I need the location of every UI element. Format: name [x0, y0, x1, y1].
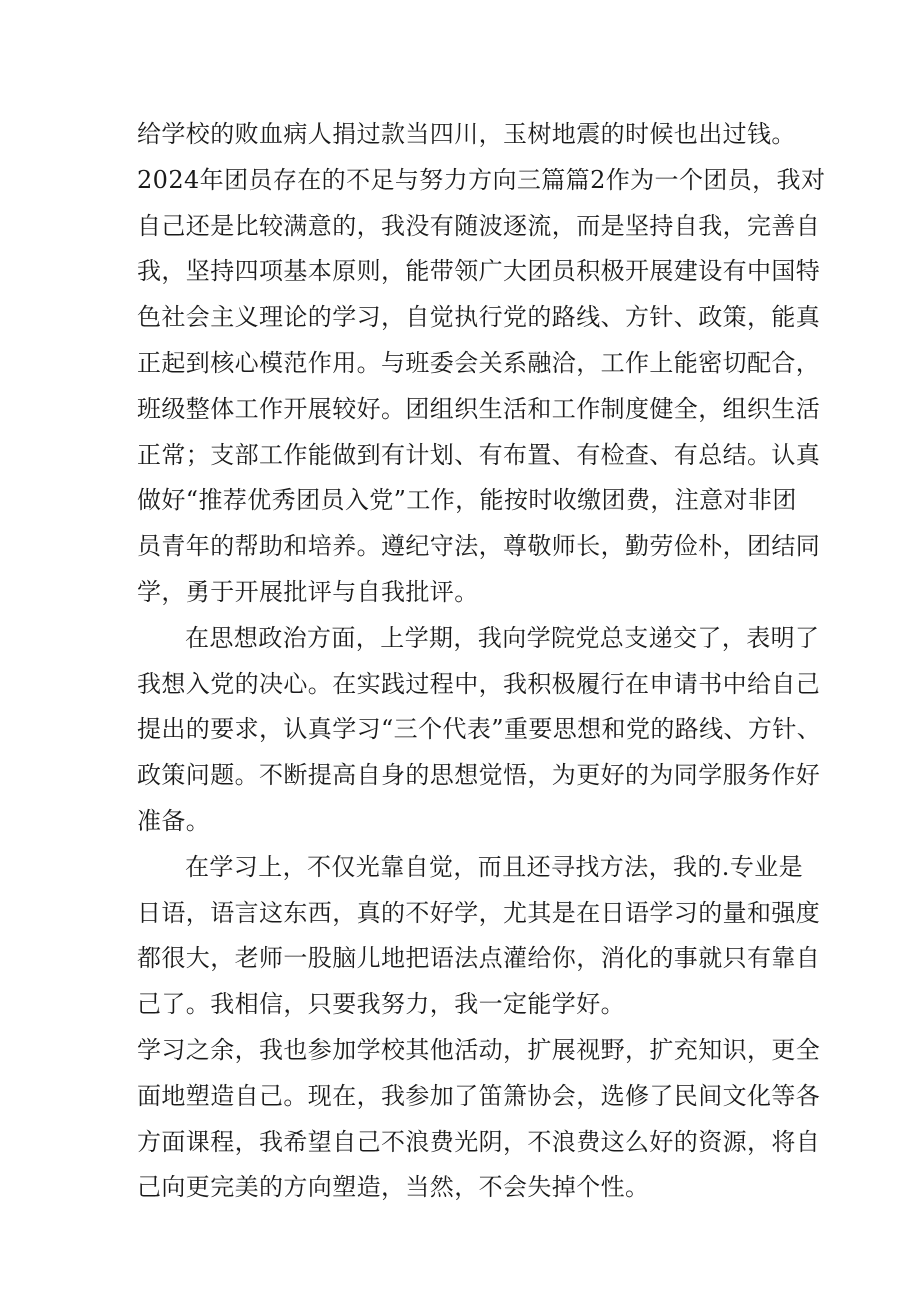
text-line: 我想入党的决心。在实践过程中，我积极履行在申请书中给自己 — [137, 669, 821, 698]
text-line: 正常；支部工作能做到有计划、有布置、有检查、有总结。认真 — [137, 440, 821, 469]
text-line: 政策问题。不断提高自身的思想觉悟，为更好的为同学服务作好 — [137, 761, 821, 790]
text-line: 班级整体工作开展较好。团组织生活和工作制度健全，组织生活 — [137, 394, 821, 423]
text-line: 学习之余，我也参加学校其他活动，扩展视野，扩充知识，更全 — [137, 1035, 821, 1064]
paragraph-first-line: 在思想政治方面，上学期，我向学院党总支递交了，表明了 — [185, 623, 820, 652]
text-line: 正起到核心模范作用。与班委会关系融洽，工作上能密切配合， — [137, 348, 821, 377]
text-line: 提出的要求，认真学习“三个代表”重要思想和党的路线、方针、 — [137, 715, 822, 744]
text-line: 做好“推荐优秀团员入党”工作，能按时收缴团费，注意对非团 — [137, 486, 797, 515]
text-line: 己了。我相信，只要我努力，我一定能学好。 — [137, 990, 625, 1019]
text-line: 员青年的帮助和培养。遵纪守法，尊敬师长，勤劳俭朴，团结同 — [137, 532, 821, 561]
document-body — [137, 112, 826, 1211]
text-line: 2024年团员存在的不足与努力方向三篇篇2作为一个团员，我对 — [137, 165, 826, 194]
paragraph-first-line: 在学习上，不仅光靠自觉，而且还寻找方法，我的.专业是 — [185, 852, 804, 881]
text-line: 我，坚持四项基本原则，能带领广大团员积极开展建设有中国特 — [137, 257, 821, 286]
text-line: 都很大，老师一股脑儿地把语法点灌给你，消化的事就只有靠自 — [137, 944, 821, 973]
text-line: 方面课程，我希望自己不浪费光阴，不浪费这么好的资源，将自 — [137, 1127, 821, 1156]
text-line: 己向更完美的方向塑造，当然，不会失掉个性。 — [137, 1173, 650, 1202]
text-line: 准备。 — [137, 806, 211, 835]
text-line: 日语，语言这东西，真的不好学，尤其是在日语学习的量和强度 — [137, 898, 821, 927]
text-line: 自己还是比较满意的，我没有随波逐流，而是坚持自我，完善自 — [137, 211, 821, 240]
text-line: 给学校的败血病人捐过款当四川，玉树地震的时候也出过钱。 — [137, 120, 796, 148]
text-line: 学，勇于开展批评与自我批评。 — [137, 577, 479, 606]
text-line: 色社会主义理论的学习，自觉执行党的路线、方针、政策，能真 — [137, 303, 821, 332]
text-line: 面地塑造自己。现在，我参加了笛箫协会，选修了民间文化等各 — [137, 1081, 821, 1110]
